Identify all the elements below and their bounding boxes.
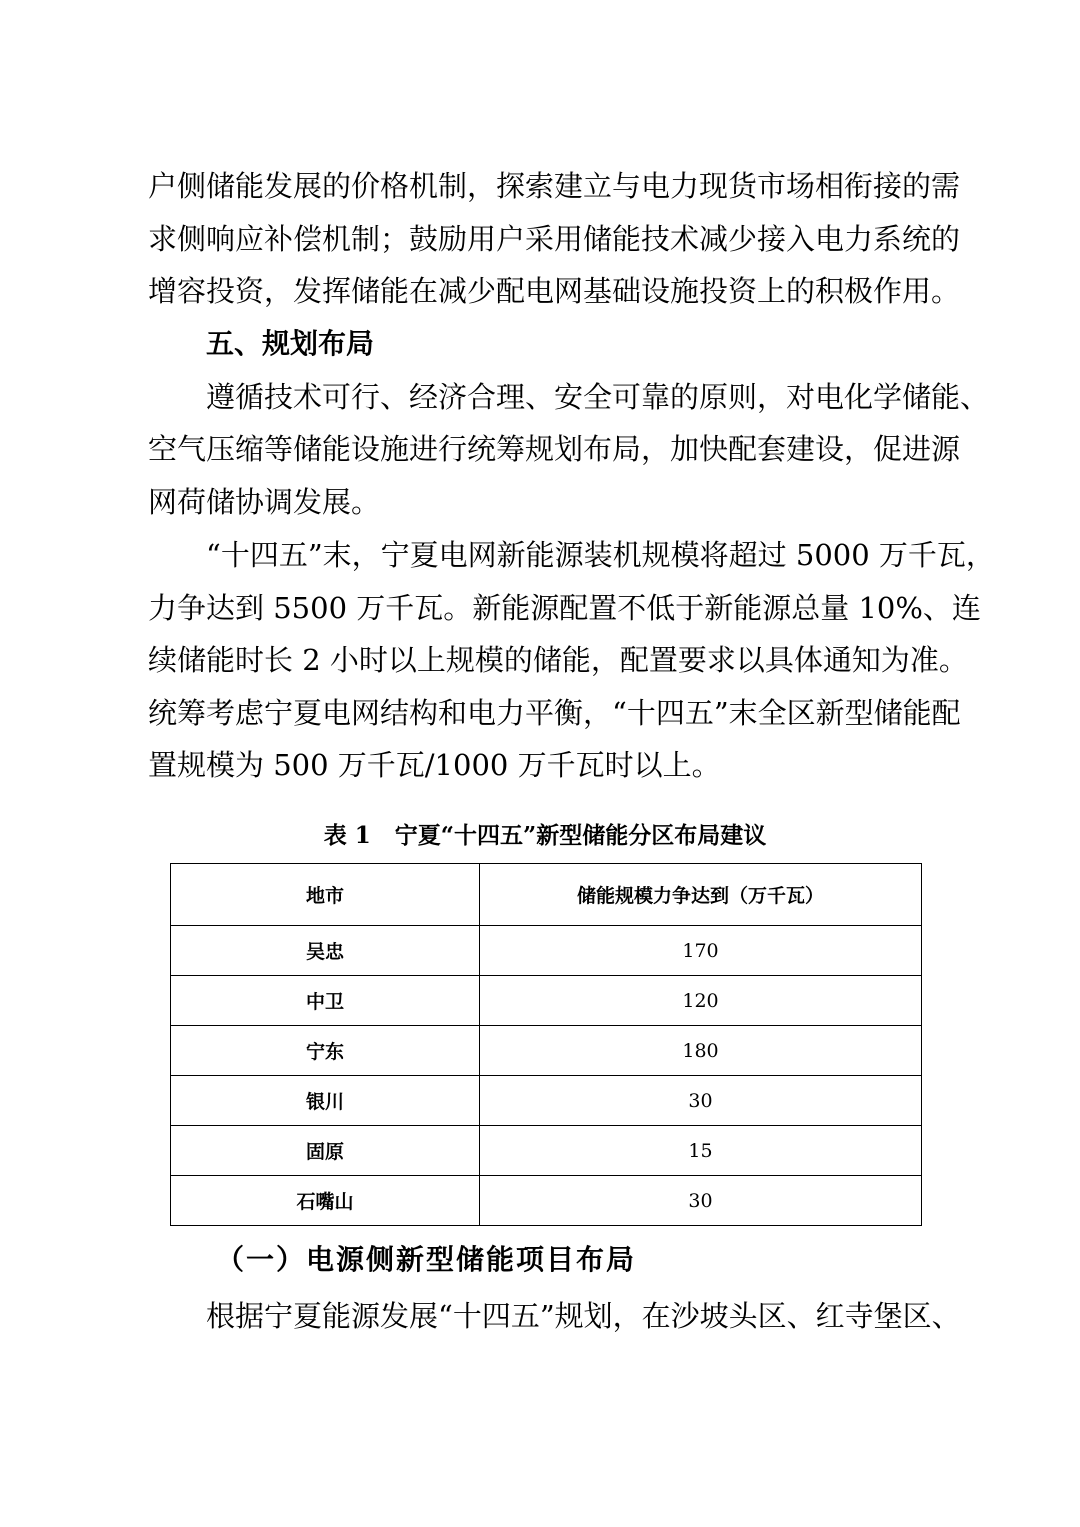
header-capacity: 储能规模力争达到（万千瓦） (480, 864, 922, 926)
cell-city: 宁东 (171, 1026, 480, 1076)
cell-city: 中卫 (171, 976, 480, 1026)
cell-city: 银川 (171, 1076, 480, 1126)
paragraph-line: 求侧响应补偿机制；鼓励用户采用储能技术减少接入电力系统的 (148, 222, 961, 256)
paragraph-line: 续储能时长 2 小时以上规模的储能，配置要求以具体通知为准。 (148, 643, 968, 677)
section-heading: 五、规划布局 (206, 327, 375, 360)
paragraph-line: 力争达到 5500 万千瓦。新能源配置不低于新能源总量 10%、连 (148, 591, 981, 625)
cell-capacity: 180 (480, 1026, 922, 1076)
paragraph-line: 户侧储能发展的价格机制，探索建立与电力现货市场相衔接的需 (148, 169, 961, 203)
table-caption (170, 818, 920, 854)
table-row (171, 1176, 922, 1226)
table-header-row (171, 864, 922, 926)
table-row (171, 1076, 922, 1126)
cell-capacity: 120 (480, 976, 922, 1026)
cell-capacity: 15 (480, 1126, 922, 1176)
cell-capacity: 170 (480, 926, 922, 976)
table-row (171, 1026, 922, 1076)
cell-capacity: 30 (480, 1176, 922, 1226)
paragraph-line: 网荷储协调发展。 (148, 485, 381, 519)
header-city: 地市 (171, 864, 480, 926)
cell-capacity: 30 (480, 1076, 922, 1126)
cell-city: 吴忠 (171, 926, 480, 976)
paragraph-line: 置规模为 500 万千瓦/1000 万千瓦时以上。 (148, 748, 721, 782)
paragraph-line: 增容投资，发挥储能在减少配电网基础设施投资上的积极作用。 (148, 274, 961, 308)
paragraph-line: “十四五”末，宁夏电网新能源装机规模将超过 5000 万千瓦， (206, 538, 995, 572)
table-row (171, 976, 922, 1026)
paragraph-line: 统筹考虑宁夏电网结构和电力平衡，“十四五”末全区新型储能配 (148, 696, 961, 730)
table-row (171, 926, 922, 976)
storage-allocation-table (170, 863, 922, 1226)
table-caption-number: 表 1 (323, 822, 371, 849)
table-caption-title: 宁夏“十四五”新型储能分区布局建议 (394, 822, 767, 849)
paragraph-line: 根据宁夏能源发展“十四五”规划，在沙坡头区、红寺堡区、 (206, 1299, 961, 1333)
table-row (171, 1126, 922, 1176)
paragraph-line: 遵循技术可行、经济合理、安全可靠的原则，对电化学储能、 (206, 380, 990, 414)
cell-city: 固原 (171, 1126, 480, 1176)
paragraph-line: 空气压缩等储能设施进行统筹规划布局，加快配套建设，促进源 (148, 432, 961, 466)
cell-city: 石嘴山 (171, 1176, 480, 1226)
subsection-heading: （一）电源侧新型储能项目布局 (216, 1243, 637, 1276)
